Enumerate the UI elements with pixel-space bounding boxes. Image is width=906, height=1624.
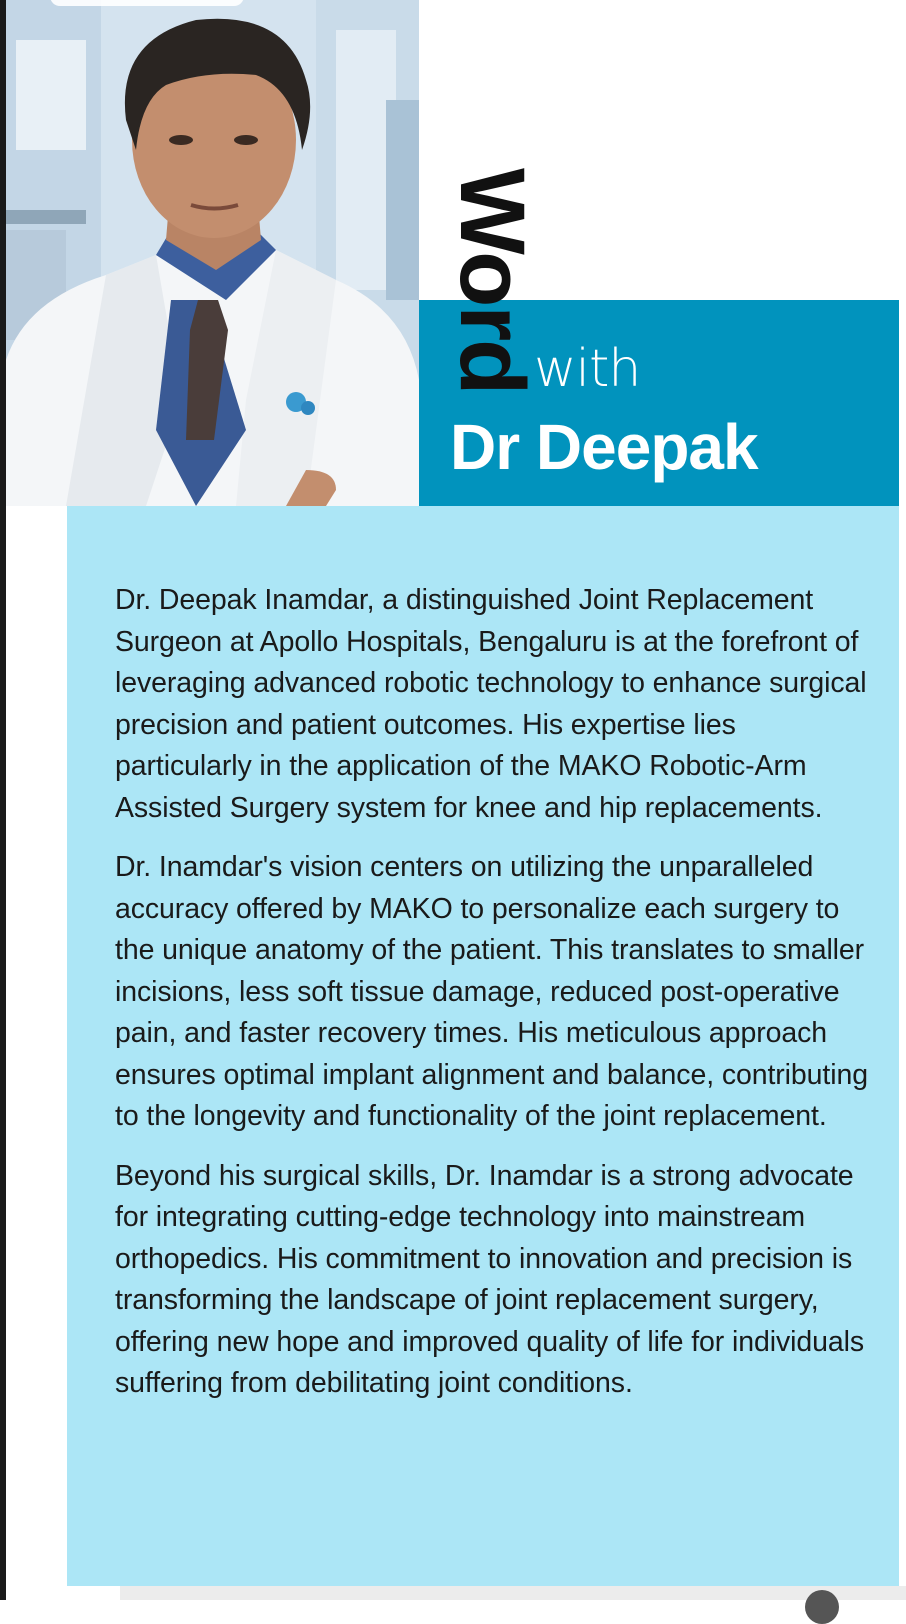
article-paragraph-1: Dr. Deepak Inamdar, a distinguished Joint Replacement Surgeon at Apollo Hospitals, Bengaluru is at the forefront of leveraging advanced robotic technology to enhance surgical precision and patient outcomes. His expertise lies particularly in the application of the MAKO Robotic-Arm Assisted Surgery system for knee and hip replacements.	[115, 584, 867, 824]
header-with: with	[534, 339, 641, 399]
bottom-bar	[120, 1586, 906, 1600]
doctor-portrait	[6, 0, 419, 506]
article-panel	[67, 506, 899, 1586]
article-body	[115, 580, 875, 1423]
article-paragraph-3: Beyond his surgical skills, Dr. Inamdar is a strong advocate for integrating cutting-edge technology into mainstream orthopedics. His commitment to innovation and precision is transforming the landscape of joint replacement surgery, offering new hope and improved quality of life for individuals suffering from debilitating joint conditions.	[115, 1159, 864, 1399]
bottom-button[interactable]	[805, 1590, 839, 1624]
article-paragraph-2: Dr. Inamdar's vision centers on utilizing the unparalleled accuracy offered by MAKO to personalize each surgery to the unique anatomy of the patient. This translates to smaller incisions, less soft tissue damage, reduced post-operative pain, and faster recovery times. His meticulous approach ensures optimal implant alignment and balance, contributing to the longevity and functionality of the joint replacement.	[115, 851, 868, 1132]
page-title: Dr Deepak	[450, 411, 758, 483]
right-edge-strip	[899, 0, 906, 1600]
top-tab-indicator	[50, 0, 244, 6]
header-word-vertical: Word	[441, 168, 543, 394]
